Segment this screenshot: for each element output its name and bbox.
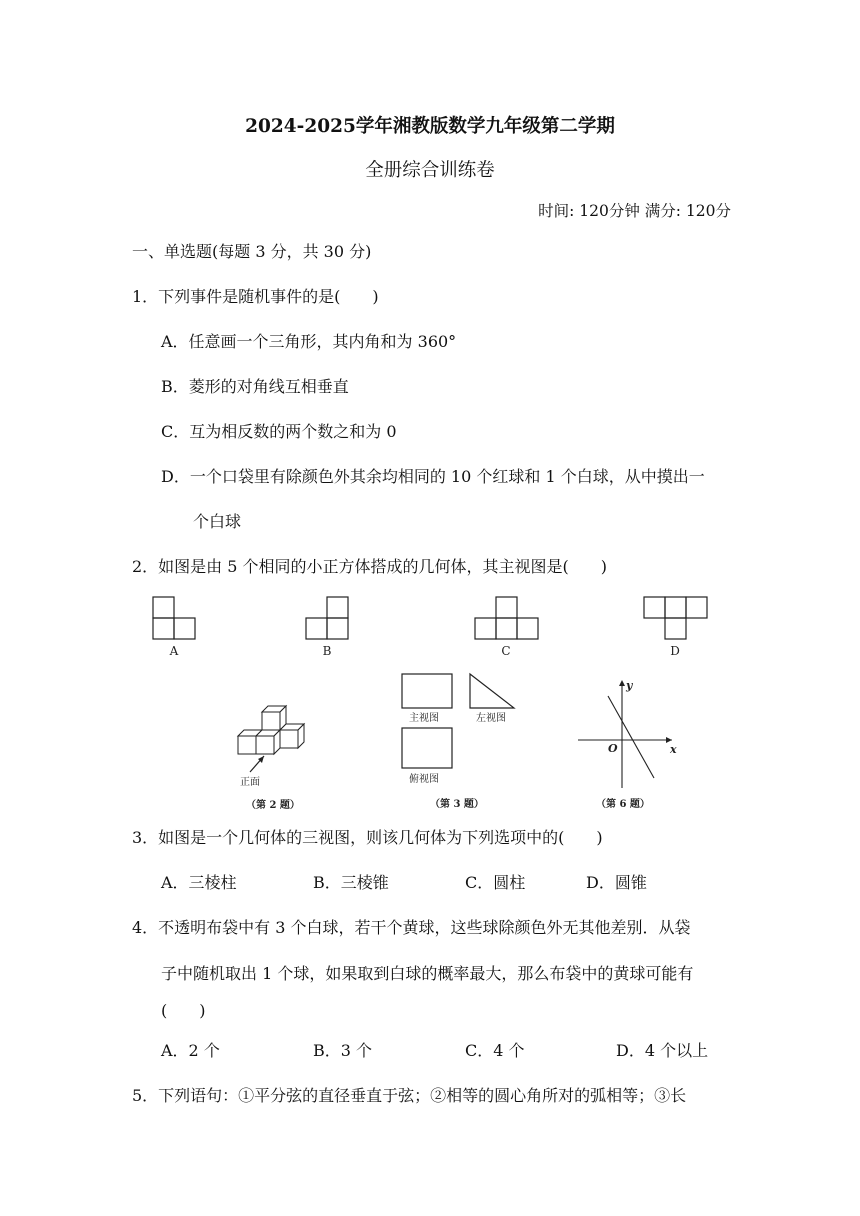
option-d-cube [644,597,665,618]
option-a-cube [174,618,195,639]
question-3-views-figure [396,668,526,814]
option-d-cube [665,618,686,639]
question-1-option-d: D．一个口袋里有除颜色外其余均相同的 10 个红球和 1 个白球，从中摸出一 [161,467,705,486]
main-view-label: 主视图 [409,713,439,724]
option-d-cube [686,597,707,618]
figure-2-caption: （第 2 题） [246,800,300,811]
option-c-cube [475,618,496,639]
option-d-label: D [670,644,680,658]
option-c-cube [496,618,517,639]
y-axis-label: y [626,679,633,692]
figure-3-caption: （第 3 题） [430,799,484,810]
top-view-label: 俯视图 [409,774,439,785]
question-1-option-b: B．菱形的对角线互相垂直 [161,377,349,396]
question-3-stem: 3．如图是一个几何体的三视图，则该几何体为下列选项中的( ) [132,828,603,847]
front-label: 正面 [240,777,260,788]
option-b-label: B [322,644,332,658]
question-4-stem-blank: ( ) [161,1001,206,1020]
question-2-options-figure [140,592,720,662]
option-d-cube [665,597,686,618]
option-b-cube [327,618,348,639]
left-view-label: 左视图 [476,713,506,724]
figure-6-caption: （第 6 题） [596,799,650,810]
question-1-option-c: C．互为相反数的两个数之和为 0 [161,422,397,441]
top-view-rect [402,728,452,768]
option-b-cube [327,597,348,618]
main-view-rect [402,674,452,708]
section-heading: 一、单选题(每题 3 分，共 30 分) [132,242,372,261]
question-2-solid-figure [228,700,338,812]
question-1-option-a: A．任意画一个三角形，其内角和为 360° [161,332,457,351]
function-line [608,696,654,778]
origin-label: O [608,742,618,755]
option-a-cube [153,618,174,639]
question-4-stem-cont: 子中随机取出 1 个球，如果取到白球的概率最大，那么布袋中的黄球可能有 [161,964,694,983]
option-c-cube [496,597,517,618]
page-subtitle: 全册综合训练卷 [365,160,495,181]
question-2-stem: 2．如图是由 5 个相同的小正方体搭成的几何体，其主视图是( ) [132,557,608,576]
x-axis-label: x [670,743,677,756]
question-3-option-b: B．三棱锥 [313,873,389,892]
y-axis-arrow [619,680,625,686]
question-4-option-a: A．2 个 [161,1041,220,1060]
question-5-stem: 5．下列语句：①平分弦的直径垂直于弦；②相等的圆心角所对的弧相等；③长 [132,1086,687,1105]
page-title: 2024-2025学年湘教版数学九年级第二学期 [245,116,615,137]
question-4-stem: 4．不透明布袋中有 3 个白球，若干个黄球，这些球除颜色外无其他差别．从袋 [132,918,691,937]
question-1-stem: 1．下列事件是随机事件的是( ) [132,287,379,306]
exam-meta: 时间: 120分钟 满分: 120分 [538,202,731,220]
option-c-cube [517,618,538,639]
question-4-option-d: D．4 个以上 [616,1041,709,1060]
question-3-option-d: D．圆锥 [586,873,647,892]
question-4-option-c: C．4 个 [465,1041,525,1060]
left-view-triangle [470,674,514,708]
option-b-cube [306,618,327,639]
question-4-option-b: B．3 个 [313,1041,373,1060]
question-6-graph-figure [574,676,684,814]
question-1-option-d-cont: 个白球 [193,512,242,531]
option-a-label: A [169,644,179,658]
option-c-label: C [501,644,511,658]
question-3-option-c: C．圆柱 [465,873,526,892]
question-3-option-a: A．三棱柱 [161,873,237,892]
option-a-cube [153,597,174,618]
